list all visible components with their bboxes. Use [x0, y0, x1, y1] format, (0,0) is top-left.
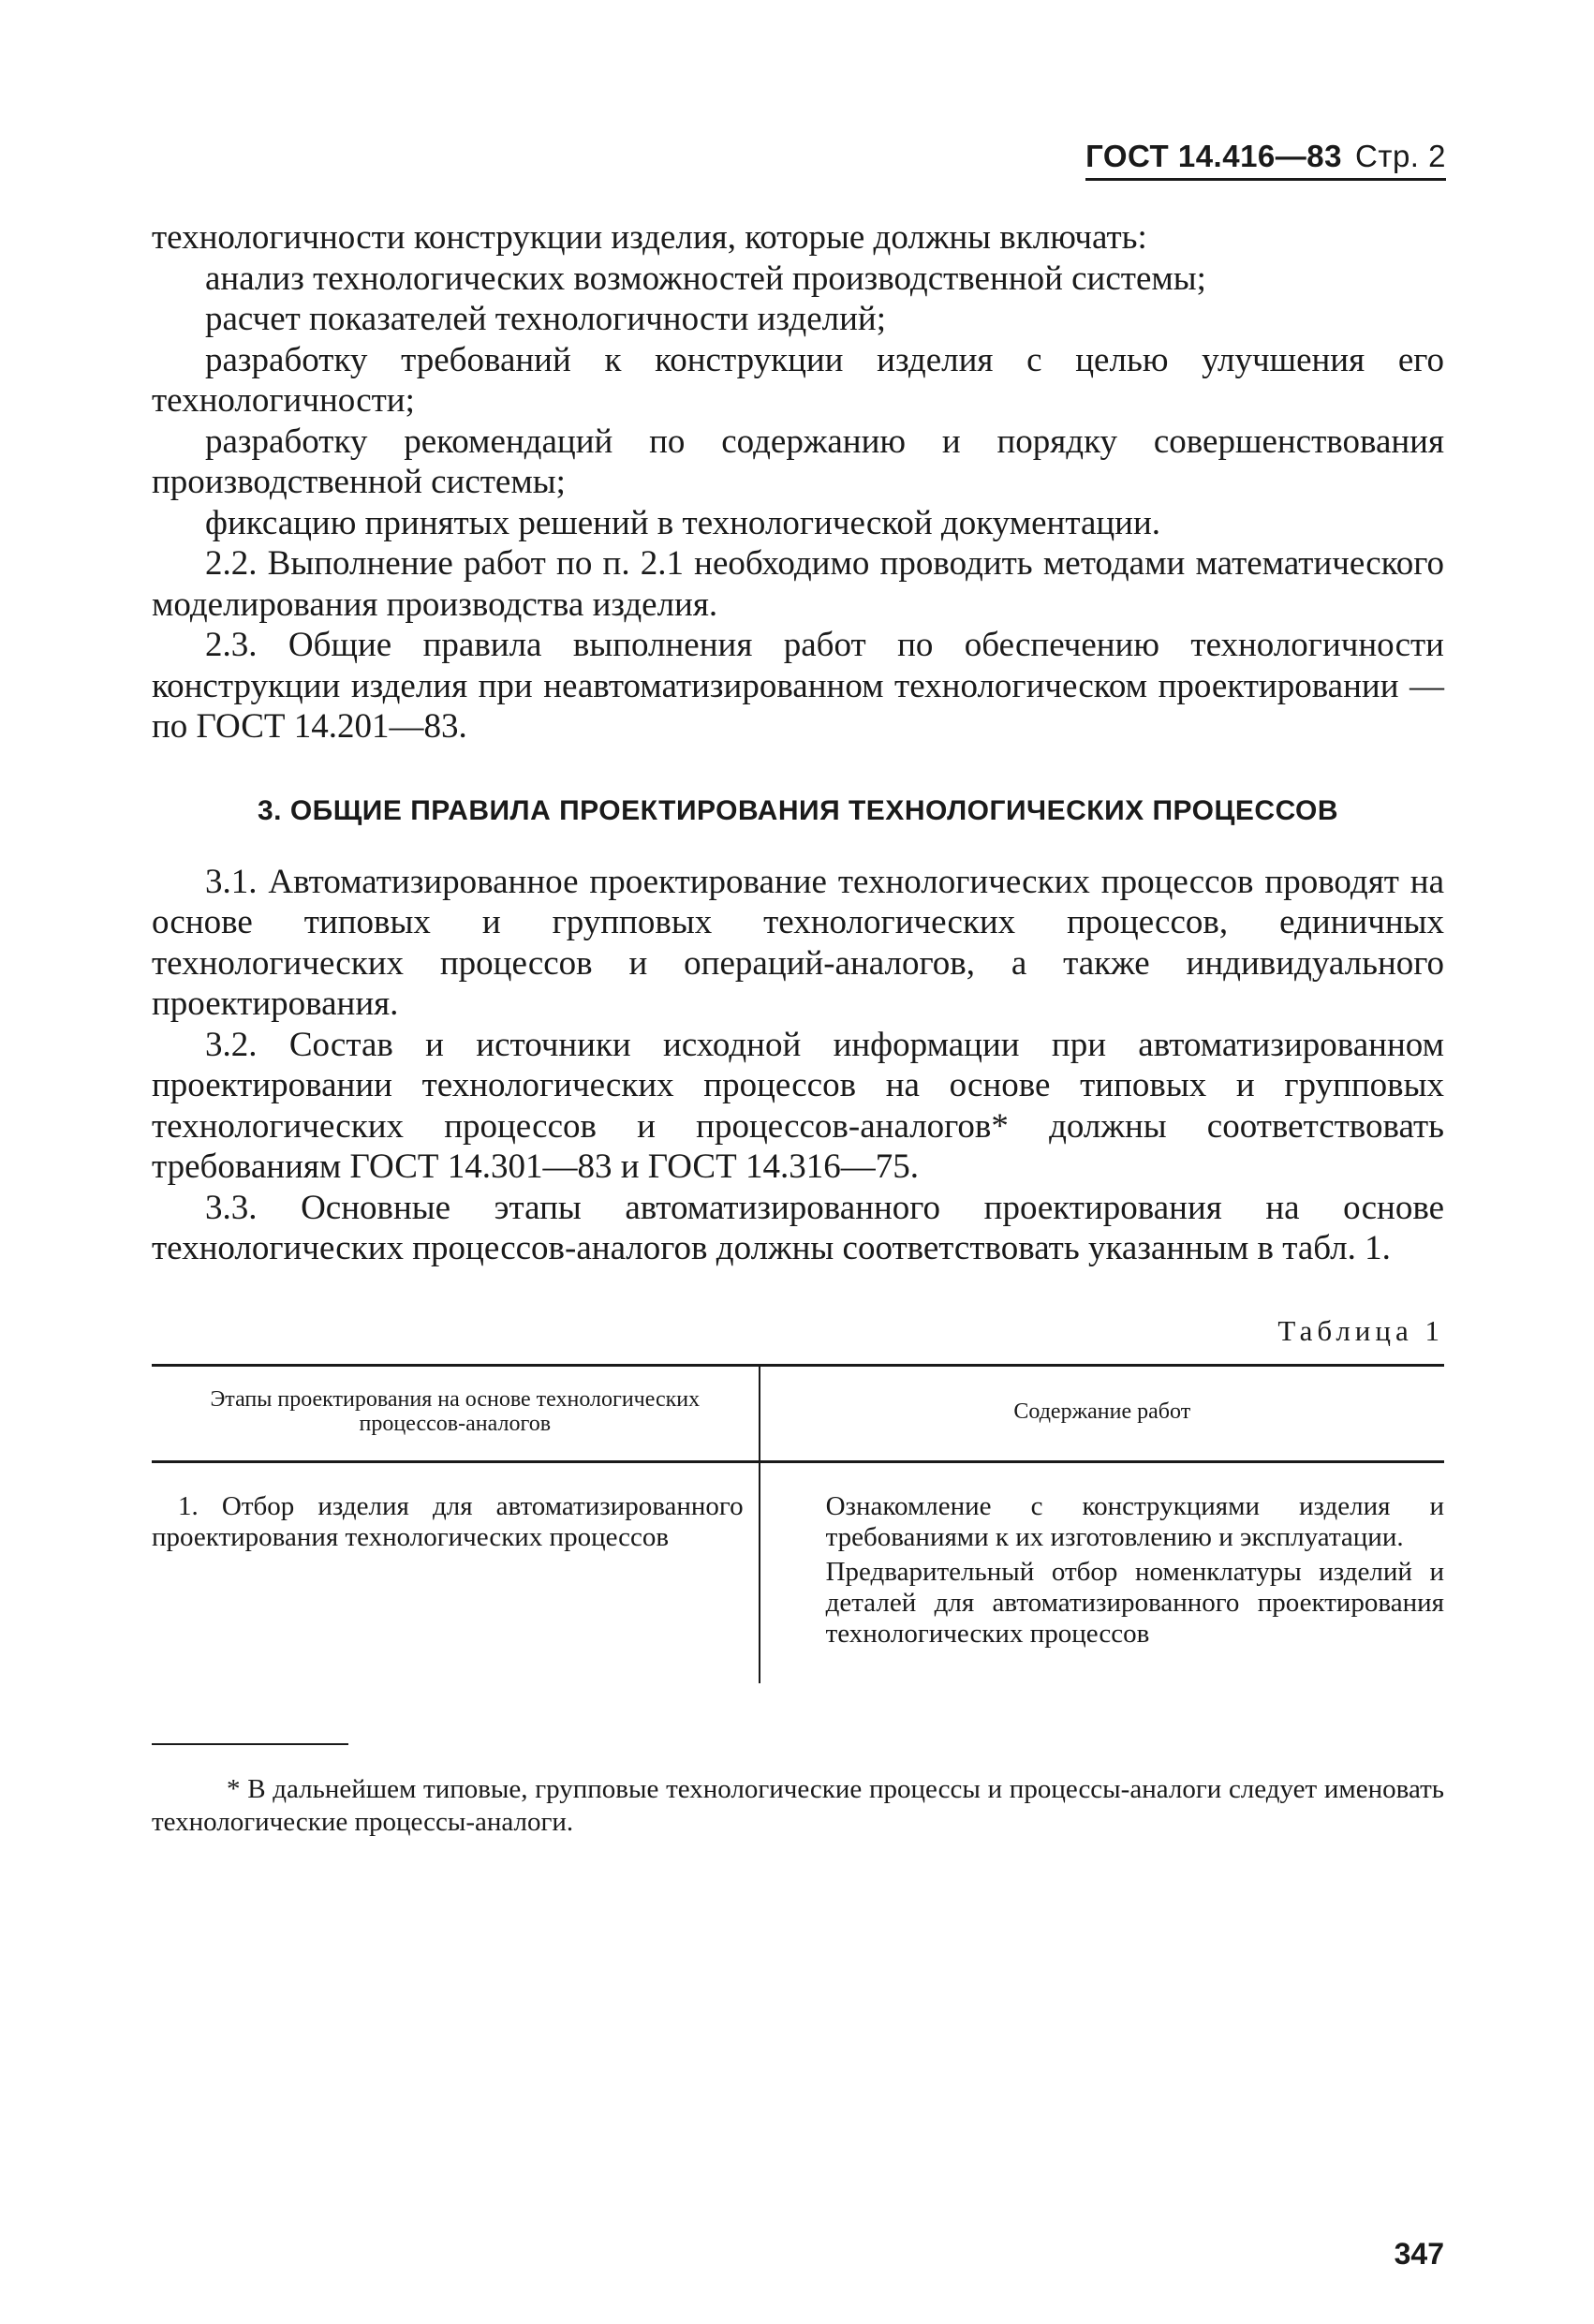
footnote: * В дальнейшем типовые, групповые технологические процессы и процессы-аналоги следует именовать технологические процессы-аналоги.	[152, 1774, 1444, 1837]
paragraph: анализ технологических возможностей производственной системы;	[205, 259, 1206, 298]
table-row	[152, 1462, 1444, 1684]
section-title: 3. ОБЩИЕ ПРАВИЛА ПРОЕКТИРОВАНИЯ ТЕХНОЛОГИЧЕСКИХ ПРОЦЕССОВ	[257, 794, 1339, 826]
paragraph: 2.2. Выполнение работ по п. 2.1 необходимо проводить методами математического моделирования производства изделия.	[152, 544, 1444, 624]
paragraph: 3.1. Автоматизированное проектирование технологических процессов проводят на основе типовых и групповых технологических процессов, единичных технологических процессов и операций-аналогов, а также индивидуального проектирования.	[152, 862, 1444, 1023]
paragraph: расчет показателей технологичности изделий;	[205, 300, 886, 338]
paragraph: 2.3. Общие правила выполнения работ по обеспечению технологичности конструкции изделия при неавтоматизированном технологическом проектировании — по ГОСТ 14.201—83.	[152, 626, 1444, 746]
table-cell-paragraph: Предварительный отбор номенклатуры изделий и деталей для автоматизированного проектирования технологических процессов	[825, 1557, 1444, 1649]
table-cell-paragraph: Ознакомление с конструкциями изделия и требованиями к их изготовлению и эксплуатации.	[825, 1491, 1444, 1552]
paragraph: 3.2. Состав и источники исходной информации при автоматизированном проектировании технологических процессов на основе типовых и групповых технологических процессов и процессов-аналогов* должны соответствовать требованиям ГОСТ 14.301—83 и ГОСТ 14.316—75.	[152, 1025, 1444, 1186]
document-body	[152, 217, 1444, 1839]
paragraph: технологичности конструкции изделия, которые должны включать:	[152, 218, 1147, 257]
table-caption: Таблица 1	[1277, 1313, 1444, 1347]
table-cell-stage: 1. Отбор изделия для автоматизированного проектирования технологических процессов	[152, 1462, 760, 1684]
paragraph: разработку рекомендаций по содержанию и порядку совершенствования производственной системы;	[152, 422, 1444, 501]
table-header-stages: Этапы проектирования на основе технологических процессов-аналогов	[152, 1366, 760, 1462]
footnote-divider	[152, 1743, 348, 1745]
paragraph: 3.3. Основные этапы автоматизированного проектирования на основе технологических процессов-аналогов должны соответствовать указанным в табл. 1.	[152, 1188, 1444, 1267]
standard-designation: ГОСТ 14.416—83	[1085, 139, 1342, 173]
stages-table	[152, 1364, 1444, 1683]
table-cell-content	[760, 1462, 1444, 1684]
table-header-content: Содержание работ	[760, 1366, 1444, 1462]
table-header-row	[152, 1366, 1444, 1462]
page-label: Стр. 2	[1355, 139, 1446, 173]
page-number: 347	[1394, 2237, 1444, 2271]
page-header	[1085, 139, 1446, 181]
paragraph: разработку требований к конструкции изделия с целью улучшения его технологичности;	[152, 340, 1444, 420]
paragraph: фиксацию принятых решений в технологической документации.	[205, 503, 1161, 542]
